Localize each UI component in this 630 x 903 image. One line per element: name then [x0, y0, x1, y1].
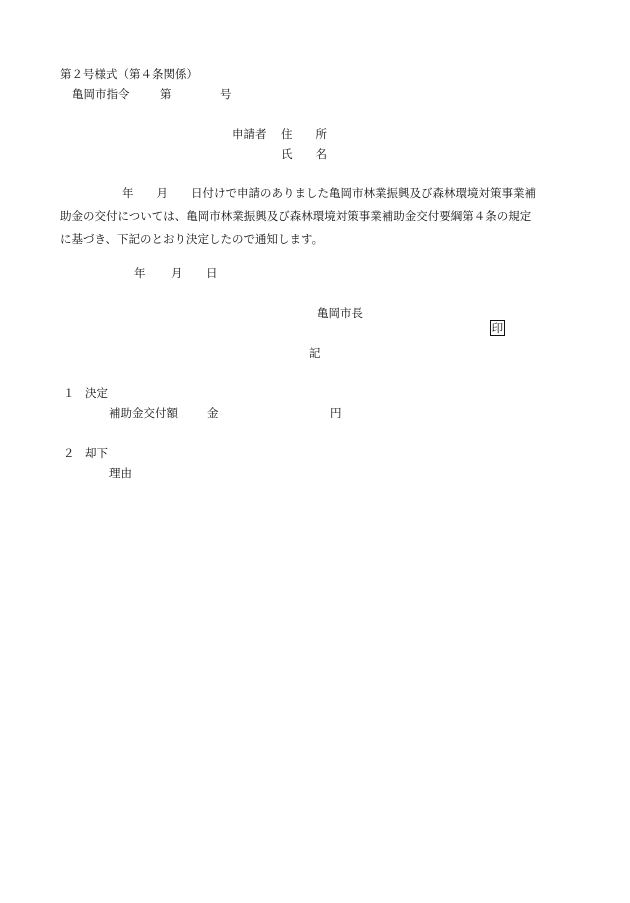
rejection-reason-label: 理由 [109, 466, 132, 480]
issuer-seal [475, 304, 505, 352]
notice-body-line-1: 年 月 日付けで申請のありました亀岡市林業振興及び森林環境対策事業補 [122, 186, 536, 200]
applicant-address-label: 住 所 [281, 127, 327, 141]
section-number: ２ [63, 446, 75, 460]
notice-body-line-2: 助金の交付については、亀岡市林業振興及び森林環境対策事業補助金交付要綱第４条の規定 [60, 209, 532, 223]
seal-mark: 印 [491, 321, 504, 335]
form-number: 第２号様式（第４条関係） [60, 67, 198, 81]
section-title: 決定 [85, 386, 108, 400]
issuer-title: 亀岡市長 [317, 306, 363, 320]
subsidy-amount-label: 補助金交付額 [109, 406, 178, 420]
currency-suffix: 円 [330, 406, 342, 420]
record-heading: 記 [309, 346, 321, 360]
issue-date-year: 年 [134, 266, 146, 280]
issue-date-month: 月 [171, 266, 183, 280]
notice-body [60, 182, 570, 251]
currency-prefix: 金 [207, 406, 219, 420]
directive-suffix: 号 [220, 87, 232, 101]
directive-prefix: 第 [160, 87, 172, 101]
applicant-label: 申請者 [232, 127, 267, 141]
notice-body-line-3: に基づき、下記のとおり決定したので通知します。 [60, 232, 324, 246]
issue-date-day: 日 [206, 266, 218, 280]
applicant-name-label: 氏 名 [281, 147, 327, 161]
section-title: 却下 [85, 446, 108, 460]
section-number: １ [63, 386, 75, 400]
directive-city: 亀岡市指令 [72, 87, 130, 101]
